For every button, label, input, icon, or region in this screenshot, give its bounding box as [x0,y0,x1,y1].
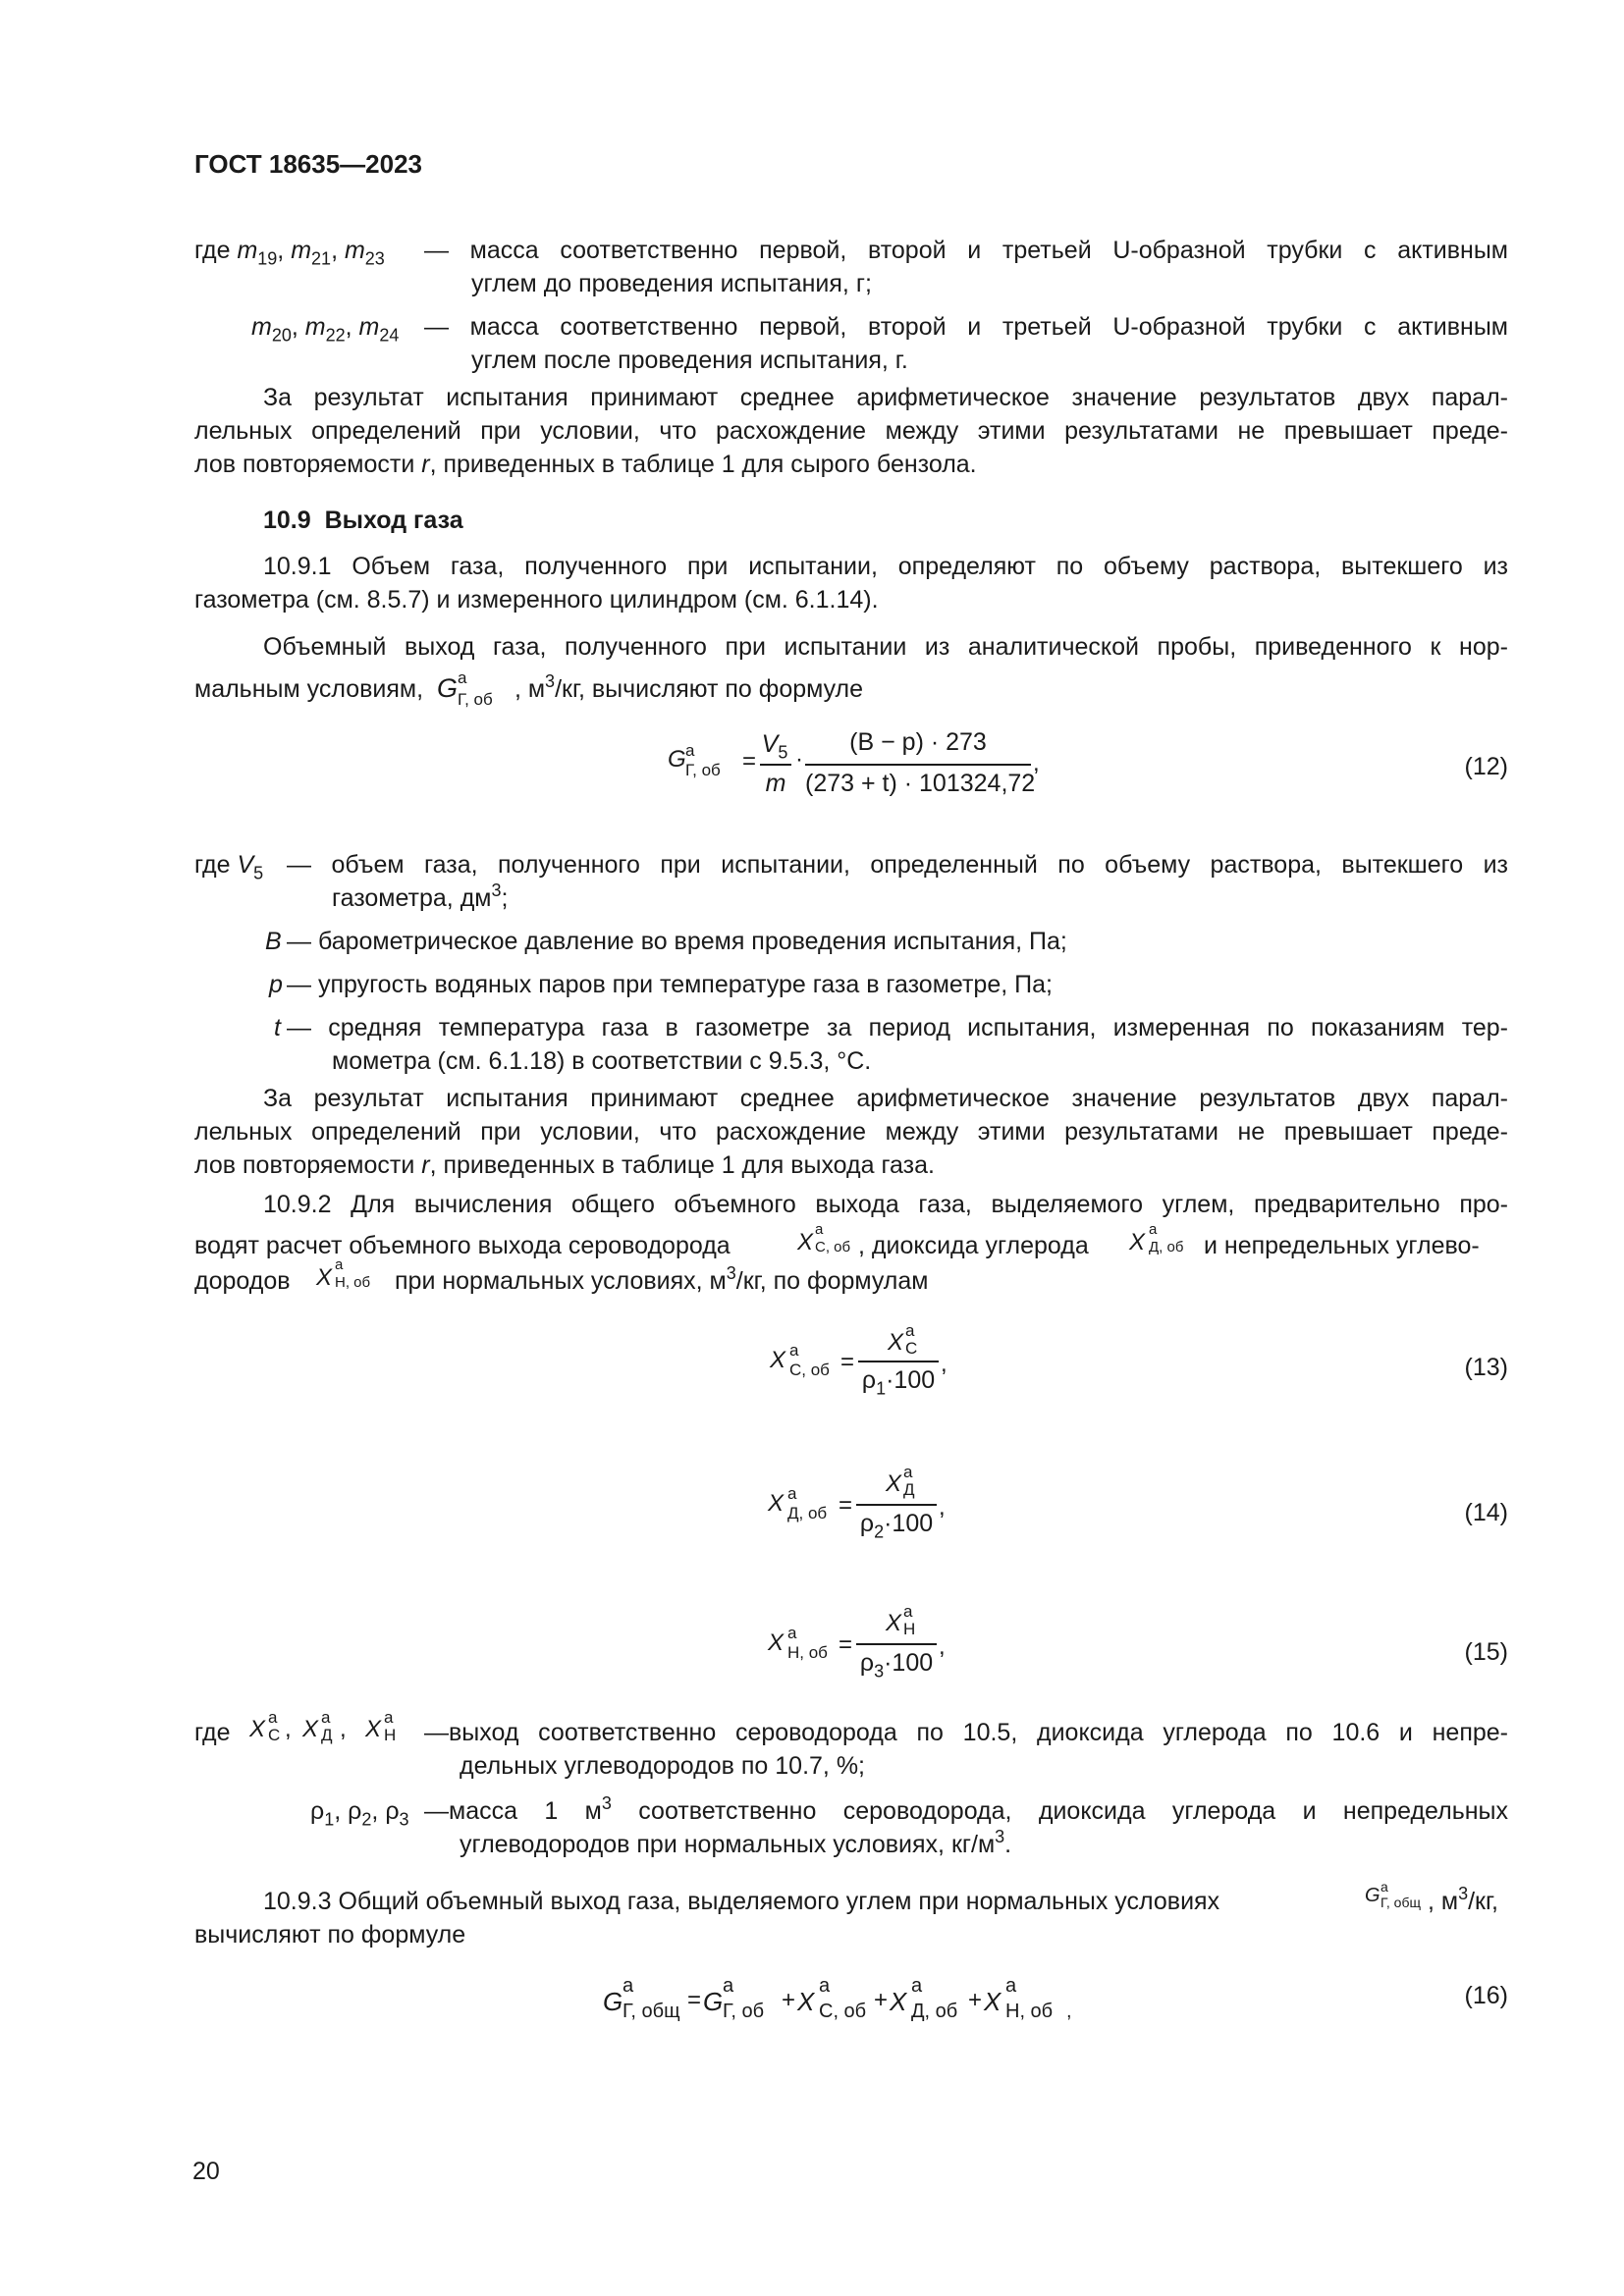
eq15-comma: , [939,1633,946,1660]
where-t-text-1: — средняя температура газа в газометре за период испытания, измеренная по показаниям тер- [287,1014,1508,1041]
where-x-text-1: —выход соответственно сероводорода по 10.5, диоксида углерода по 10.6 и непре- [424,1719,1508,1746]
eq12-lhs-sub: Г, об [685,761,721,779]
where-m-odd-key: где $m_{19}$, $m_{21}$, $m_{23}$ [194,237,385,269]
eq15-bar [856,1643,937,1645]
p1093-g: G [1365,1885,1380,1906]
eq12-frac2-den: (273 + t) · 101324,72 [805,770,1036,797]
eq12-dot: · [795,746,803,773]
eq12-frac1-num: $V_5$ [761,730,788,763]
p1092-xn-sup: а [335,1256,344,1273]
where-p-text: — упругость водяных паров при температуре газа в газометре, Па; [287,971,1053,998]
where-rho-key: $\rho_1$, $\rho_2$, $\rho_3$ [310,1797,409,1830]
eq13-sup: а [789,1341,799,1360]
where-m-even-text-1: — масса соответственно первой, второй и третьей U-образной трубки с активным [424,313,1508,341]
where-v-text-1: — объем газа, полученного при испытании, определенный по объему раствора, вытекшего из [287,851,1508,879]
eq13-comma: , [941,1351,947,1377]
p1092-xn-sub: Н, об [335,1274,371,1291]
where-t-text-2: мометра (см. 6.1.18) в соответствии с 9.5.3, °С. [332,1047,872,1075]
p1092-xc-sub: С, об [815,1239,851,1255]
eq13-num-x: X [888,1329,904,1356]
para1-line-1: За результат испытания принимают среднее арифметическое значение результатов двух парал- [263,384,1508,411]
eq14-num-sup: а [903,1463,913,1481]
eq14-num-x: X [886,1470,902,1497]
section-heading: 10.9 Выход газа [263,507,463,534]
eq12-equals: = [742,748,757,774]
where-m-odd-text-1: — масса соответственно первой, второй и третьей U-образной трубки с активным [424,237,1508,264]
p1092-line-2a: водят расчет объемного выхода сероводорода [194,1232,731,1259]
p1092-xn: X [316,1264,333,1291]
eq13-bar [858,1361,939,1362]
eq15-sub: Н, об [787,1643,828,1662]
eq15-num-sub: Н [903,1620,916,1638]
pvol-line-2: мальным условиям, G а Г, об , $м^3/кг$, вычисляют по формуле [194,668,864,709]
eq14-number: (14) [1464,1499,1508,1526]
p1093-line-1a: 10.9.3 Общий объемный выход газа, выделяемого углем при нормальных условиях [263,1888,1220,1915]
eq15-num-sup: а [903,1602,913,1621]
eq15-equals: = [839,1631,853,1658]
where-v-text-2: газометра, $дм^3$; [332,881,509,912]
eq14-sup: а [787,1484,797,1503]
eq13-equals: = [840,1349,855,1375]
p1092-line-2c: и непредельных углево- [1204,1232,1480,1259]
where-m-even-key: $m_{20}$, $m_{22}$, $m_{24}$ [251,313,400,346]
document-header: ГОСТ 18635—2023 [194,149,422,179]
p1092-line-3a: дородов [194,1267,291,1295]
page-number: 20 [192,2158,220,2185]
eq13-sub: С, об [789,1361,830,1379]
eq12-frac1-bar [760,764,791,766]
p1092-xd-sup: а [1149,1221,1158,1238]
p1092-line-2b: , диоксида углерода [858,1232,1089,1259]
where-p-key: p [269,971,283,998]
eq13-den: $\rho_1\cdot 100$ [861,1366,936,1399]
para2-line-2: лельных определений при условии, что расхождение между этими результатами не превышает преде- [194,1118,1508,1146]
eq15-den: $\rho_3\cdot 100$ [859,1649,934,1682]
where-b-key: B [265,928,282,955]
p1092-xc-sup: а [815,1221,824,1238]
where-v-key: где $V_5$ [194,851,264,883]
eq12-lhs: G [668,746,686,773]
p1092-xd-sub: Д, об [1149,1239,1184,1255]
eq12-frac2-num: (B − p) · 273 [849,728,987,756]
eq12-frac1-den: m [765,770,786,797]
where-m-odd-text-2: углем до проведения испытания, г; [471,270,872,297]
para2-line-1: За результат испытания принимают среднее арифметическое значение результатов двух парал- [263,1085,1508,1112]
eq14-comma: , [939,1494,946,1521]
where-t-key: t [274,1014,281,1041]
p1092-xd: X [1129,1229,1146,1255]
p1093-line-2: вычисляют по формуле [194,1921,466,1949]
where-b-text: — барометрическое давление во время проведения испытания, Па; [287,928,1067,955]
para1-line-2: лельных определений при условии, что расхождение между этими результатами не превышает преде- [194,417,1508,445]
p1091-line-2: газометра (см. 8.5.7) и измеренного цилиндром (см. 6.1.14). [194,586,879,614]
eq13-num-sub: С [905,1339,918,1358]
eq12-lhs-sup: а [685,741,695,760]
where-rho-text-2: углеводородов при нормальных условиях, $кг/м^3$. [460,1827,1012,1858]
eq12-number: (12) [1464,753,1508,780]
eq15-x: X [768,1629,785,1656]
eq15-sup: а [787,1624,797,1642]
p1093-line-1b: , $м^3/кг$, [1428,1884,1499,1915]
eq13-number: (13) [1464,1354,1508,1381]
eq14-bar [856,1504,937,1506]
p1092-line-3b: при нормальных условиях, $м^3/кг$, по формулам [395,1263,929,1295]
eq14-sub: Д, об [787,1504,828,1522]
where-m-even-text-2: углем после проведения испытания, г. [471,347,908,374]
where-rho-text-1: —масса 1 $м^3$ соответственно сероводорода, диоксида углерода и непредельных [424,1793,1508,1825]
para2-line-3: лов повторяемости r, приведенных в таблице 1 для выхода газа. [194,1151,935,1179]
eq14-x: X [768,1490,785,1517]
eq16-number: (16) [1464,1982,1508,2009]
eq13-num-sup: а [905,1321,915,1340]
eq12-frac2-bar [805,764,1031,766]
pvol-line-1: Объемный выход газа, полученного при испытании из аналитической пробы, приведенного к нор- [263,633,1508,661]
eq13-x: X [770,1347,786,1373]
p1093-g-sup: а [1380,1879,1388,1895]
p1092-xc: X [797,1229,814,1255]
eq14-den: $\rho_2\cdot 100$ [859,1510,934,1542]
where-x-text-2: дельных углеводородов по 10.7, %; [460,1752,865,1780]
eq15-num-x: X [886,1610,902,1636]
p1093-g-sub: Г, общ [1380,1895,1421,1910]
eq14-num-sub: Д [903,1480,915,1499]
para1-line-3: лов повторяемости r, приведенных в таблице 1 для сырого бензола. [194,451,977,478]
eq14-equals: = [839,1492,853,1519]
eq15-number: (15) [1464,1638,1508,1666]
eq12-comma: , [1033,750,1040,776]
p1092-line-1: 10.9.2 Для вычисления общего объемного выхода газа, выделяемого углем, предварительно про- [263,1191,1508,1218]
p1091-line-1: 10.9.1 Объем газа, полученного при испытании, определяют по объему раствора, вытекшего из [263,553,1508,580]
